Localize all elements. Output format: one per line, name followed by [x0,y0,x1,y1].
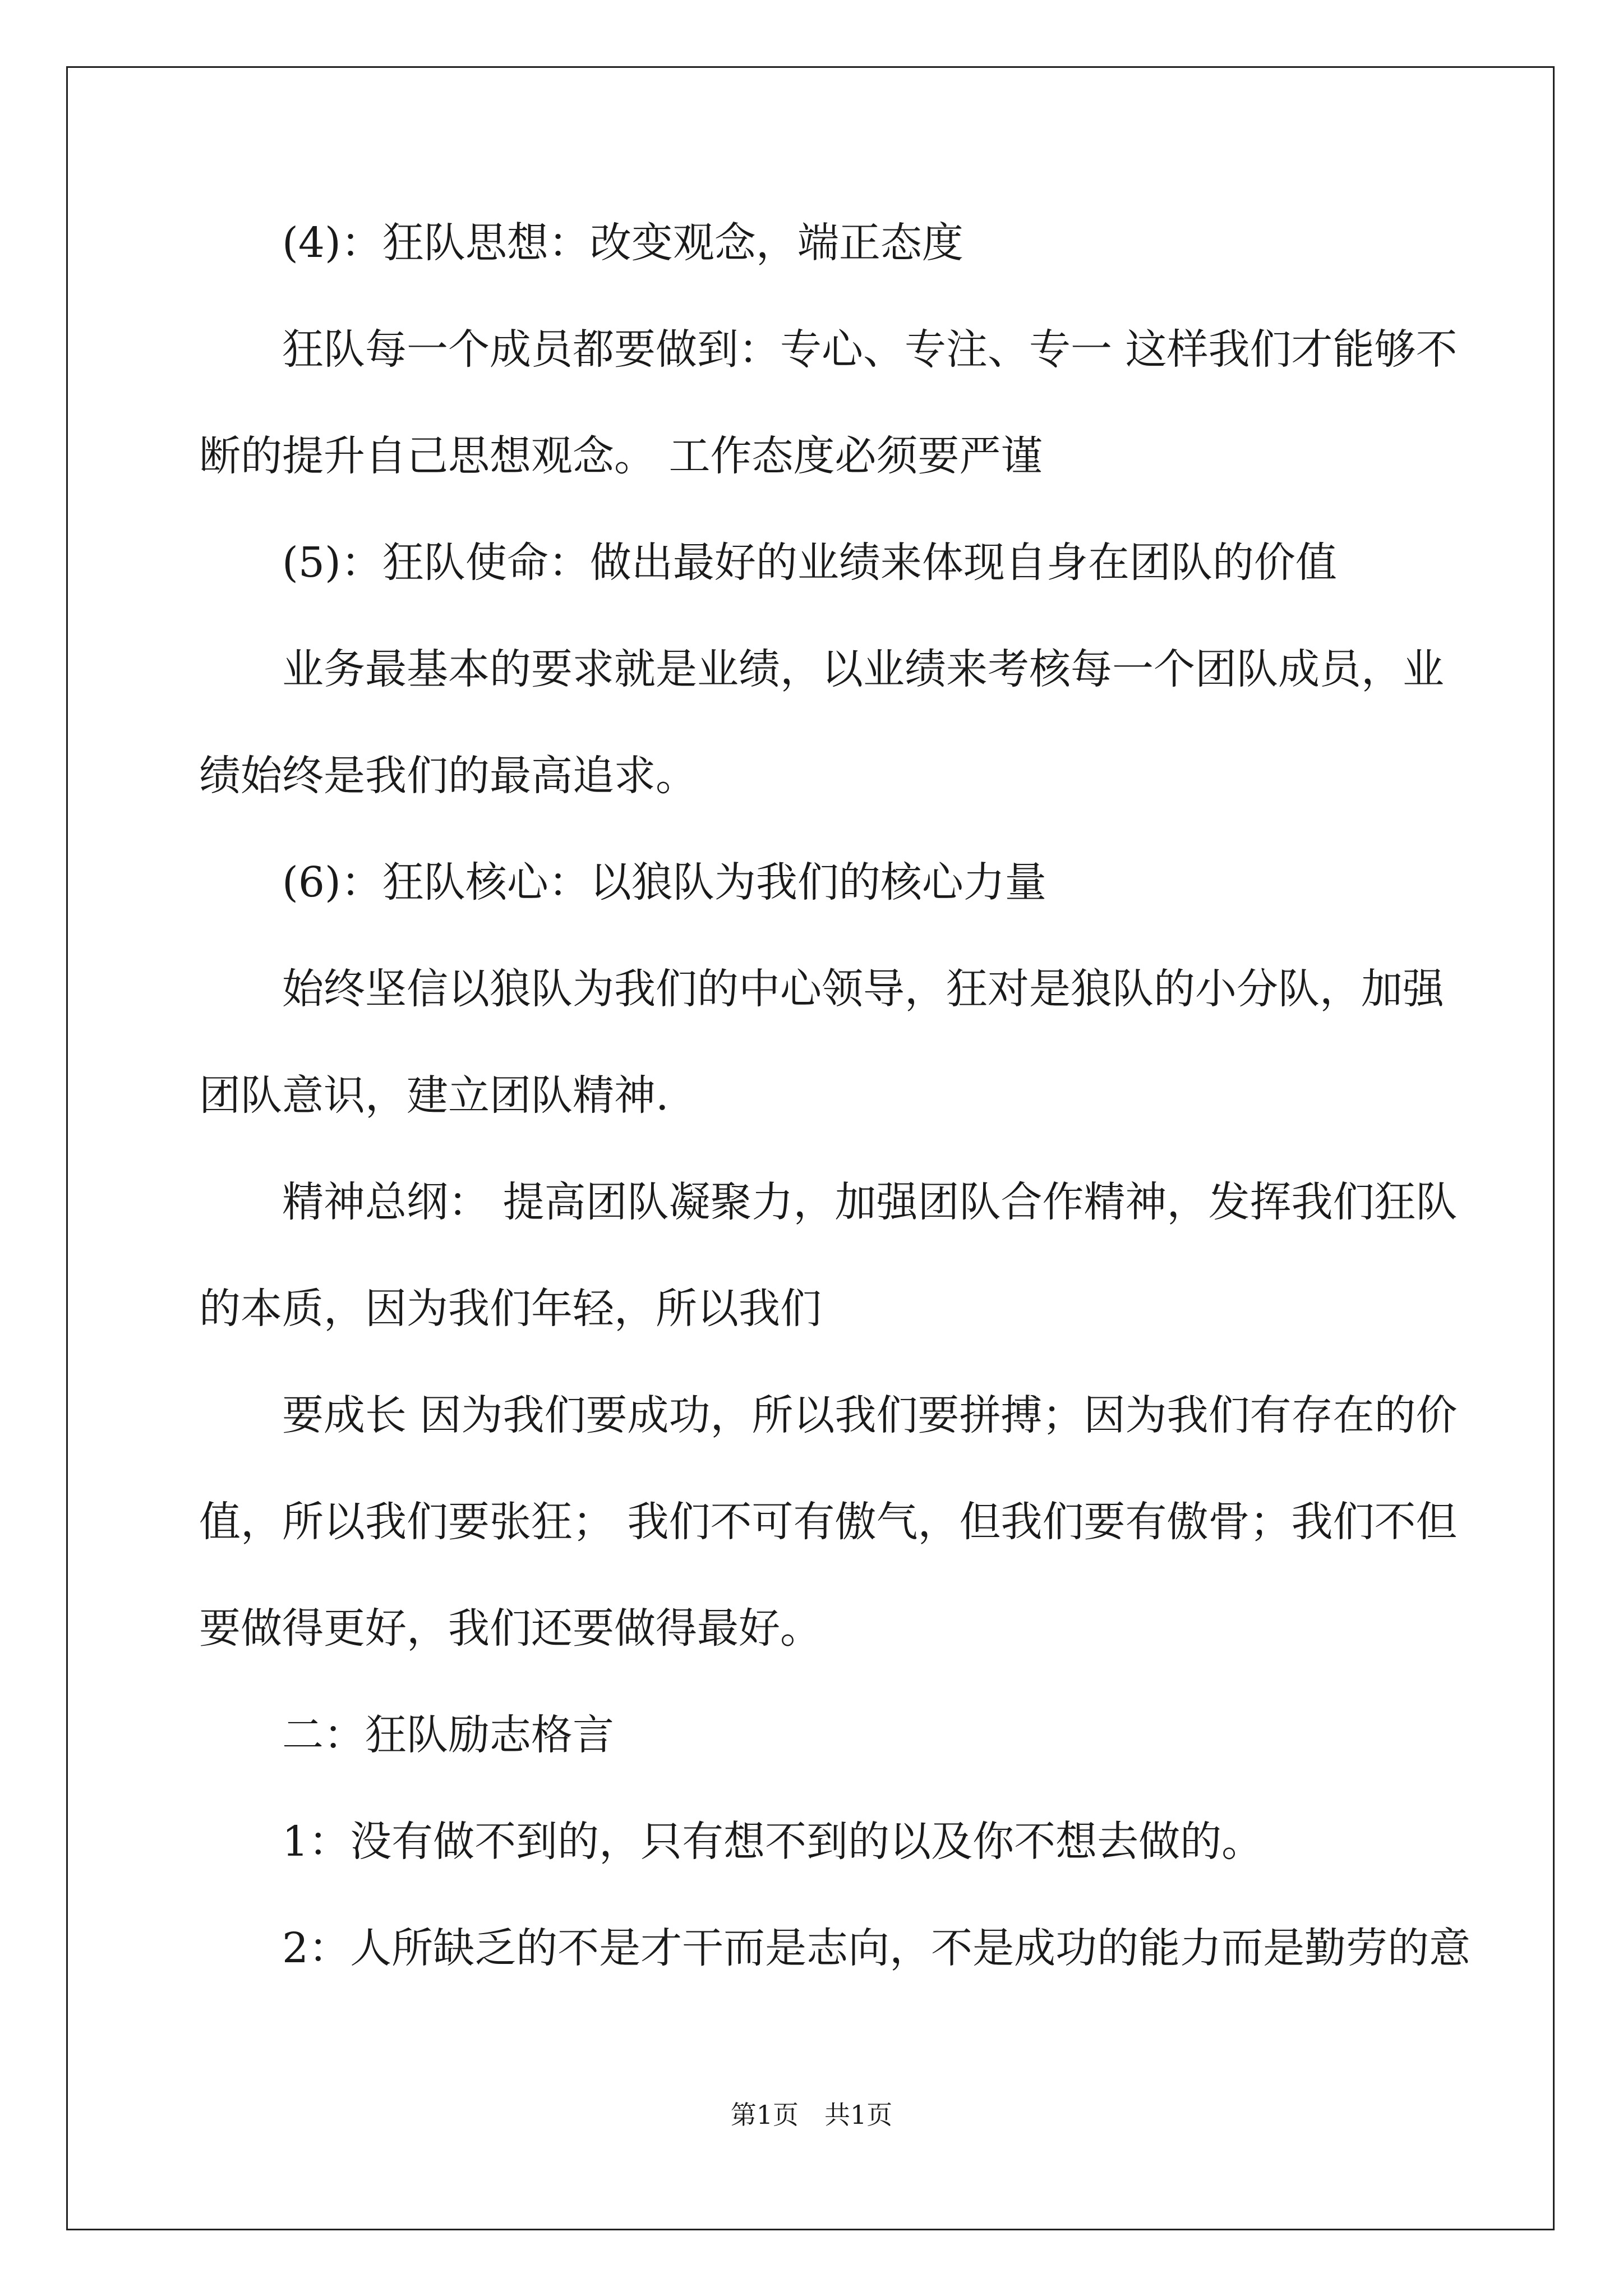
paragraph-line: 始终坚信以狼队为我们的中心领导，狂对是狼队的小分队，加强 [282,965,1444,1013]
paragraph-line: 要做得更好，我们还要做得最好。 [199,1604,822,1653]
heading-line: (5)：狂队使命：做出最好的业绩来体现自身在团队的价值 [282,539,1337,587]
section-heading: 二：狂队励志格言 [282,1711,614,1759]
paragraph-line: 团队意识，建立团队精神. [199,1071,669,1120]
page-border [66,66,1555,2230]
page-number-footer: 第1页 共1页 [730,2100,893,2130]
paragraph-line: 的本质，因为我们年轻，所以我们 [199,1285,822,1333]
paragraph-line: 绩始终是我们的最高追求。 [199,752,697,800]
paragraph-line: 精神总纲： 提高团队凝聚力，加强团队合作精神，发挥我们狂队 [282,1178,1458,1226]
list-item: 1：没有做不到的，只有想不到的以及你不想去做的。 [282,1818,1264,1866]
heading-line: (6)：狂队核心：以狼队为我们的核心力量 [282,858,1046,907]
list-item: 2：人所缺乏的不是才干而是志向，不是成功的能力而是勤劳的意 [282,1924,1471,1972]
paragraph-line: 断的提升自己思想观念。 工作态度必须要严谨 [199,432,1043,480]
paragraph-line: 要成长 因为我们要成功，所以我们要拼搏；因为我们有存在的价 [282,1391,1458,1439]
paragraph-line: 值，所以我们要张狂； 我们不可有傲气，但我们要有傲骨；我们不但 [199,1498,1458,1546]
heading-line: (4)：狂队思想：改变观念，端正态度 [282,219,963,267]
paragraph-line: 业务最基本的要求就是业绩，以业绩来考核每一个团队成员，业 [282,645,1444,693]
paragraph-line: 狂队每一个成员都要做到：专心、专注、专一 这样我们才能够不 [282,325,1458,374]
